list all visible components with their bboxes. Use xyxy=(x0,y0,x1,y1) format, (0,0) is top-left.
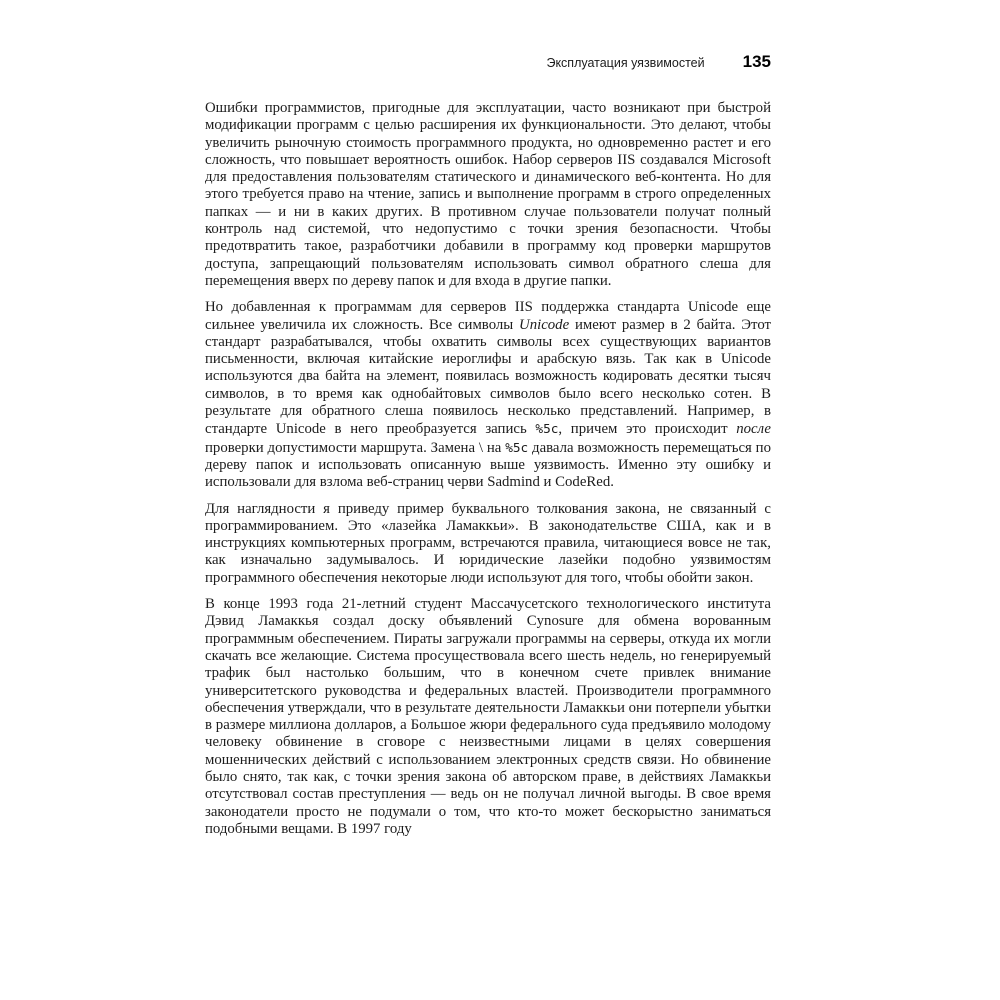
page-header xyxy=(205,52,771,72)
text-run: после xyxy=(736,421,772,438)
text-run: Ошибки программистов, пригодные для эксплуатации, часто возникают при быстрой модификации программ с целью расширения их функциональности. Это делают, чтобы увеличить рыночную стоимость программного продукта, но одновременно растет и его сложность, что повышает вероятность ошибок. Набор серверов IIS создавался Microsoft для предоставления пользователям статического и динамического веб-контента. Но для этого требуется право на чтение, запись и выполнение программ в строго определенных папках — и ни в каких других. В противном случае пользователи получат полный контроль над системой, что недопустимо с точки зрения безопасности. Чтобы предотвратить такое, разработчики добавили в программу код проверки маршрутов доступа, запрещающий пользователям использовать символ обратного слеша для перемещения вверх по дереву папок и для входа в другие папки. xyxy=(205,100,771,289)
page-number: 135 xyxy=(742,52,771,71)
paragraph xyxy=(205,596,771,838)
body-text xyxy=(205,100,771,847)
paragraph xyxy=(205,100,771,290)
text-run: имеют размер в 2 байта. Этот стандарт разрабатывался, чтобы охватить символы всех существующих вариантов письменности, включая китайские иероглифы и арабскую вязь. Так как в Unicode используются два байта на элемент, появилась возможность кодировать десятки тысяч символов, в то время как однобайтовых символов было всего несколько сотен. В результате для обратного слеша появилось несколько представлений. Например, в стандарте Unicode в него преобразуется запись xyxy=(205,316,771,438)
text-run: %5c xyxy=(535,421,559,437)
text-run: В конце 1993 года 21-летний студент Массачусетского технологического института Дэвид Ламаккья создал доску объявлений Cynosure для обмена ворованным программным обеспечением. Пираты загружали программы на серверы, откуда их могли скачать все желающие. Система просуществовала всего шесть недель, но генерируемый трафик был настолько большим, что в конечном счете привлек внимание университетского руководства и федеральных властей. Производители программного обеспечения утверждали, что в результате деятельности Ламаккьи они потерпели убытки в размере миллиона долларов, а Большое жюри федерального суда предъявило молодому человеку обвинение в сговоре с неизвестными лицами в целях совершения мошеннических действий с использованием электронных средств связи. Но обвинение было снято, так как, с точки зрения закона об авторском праве, в действиях Ламаккьи отсутствовал состав преступления — ведь он не получал личной выгоды. В свое время законодатели просто не подумали о том, что кто-то может бескорыстно заниматься подобными вещами. В 1997 году xyxy=(205,596,771,837)
text-run: Для наглядности я приведу пример буквального толкования закона, не связанный с программированием. Это «лазейка Ламаккьи». В законодательстве США, как и в инструкциях компьютерных программ, встречаются правила, читающиеся вовсе не так, как изначально задумывалось. И юридические лазейки подобно уязвимостям программного обеспечения некоторые люди используют для того, чтобы обойти закон. xyxy=(205,500,771,586)
paragraph xyxy=(205,299,771,491)
text-run: Но добавленная к программам для серверов IIS поддержка стандарта Unicode еще сильнее увеличила их сложность. Все символы xyxy=(205,299,771,333)
text-run: давала возможность перемещаться по дереву папок и использовать описанную выше уязвимость. Именно эту ошибку и использовали для взлома веб-страниц черви Sadmind и CodeRed. xyxy=(205,439,771,491)
paragraph xyxy=(205,501,771,587)
running-head-title: Эксплуатация уязвимостей xyxy=(546,56,705,70)
text-run: проверки допустимости маршрута. Замена \ на xyxy=(205,439,506,456)
text-run: %5c xyxy=(505,439,529,455)
text-run: Unicode xyxy=(519,316,570,333)
text-run: , причем это происходит xyxy=(558,421,737,438)
